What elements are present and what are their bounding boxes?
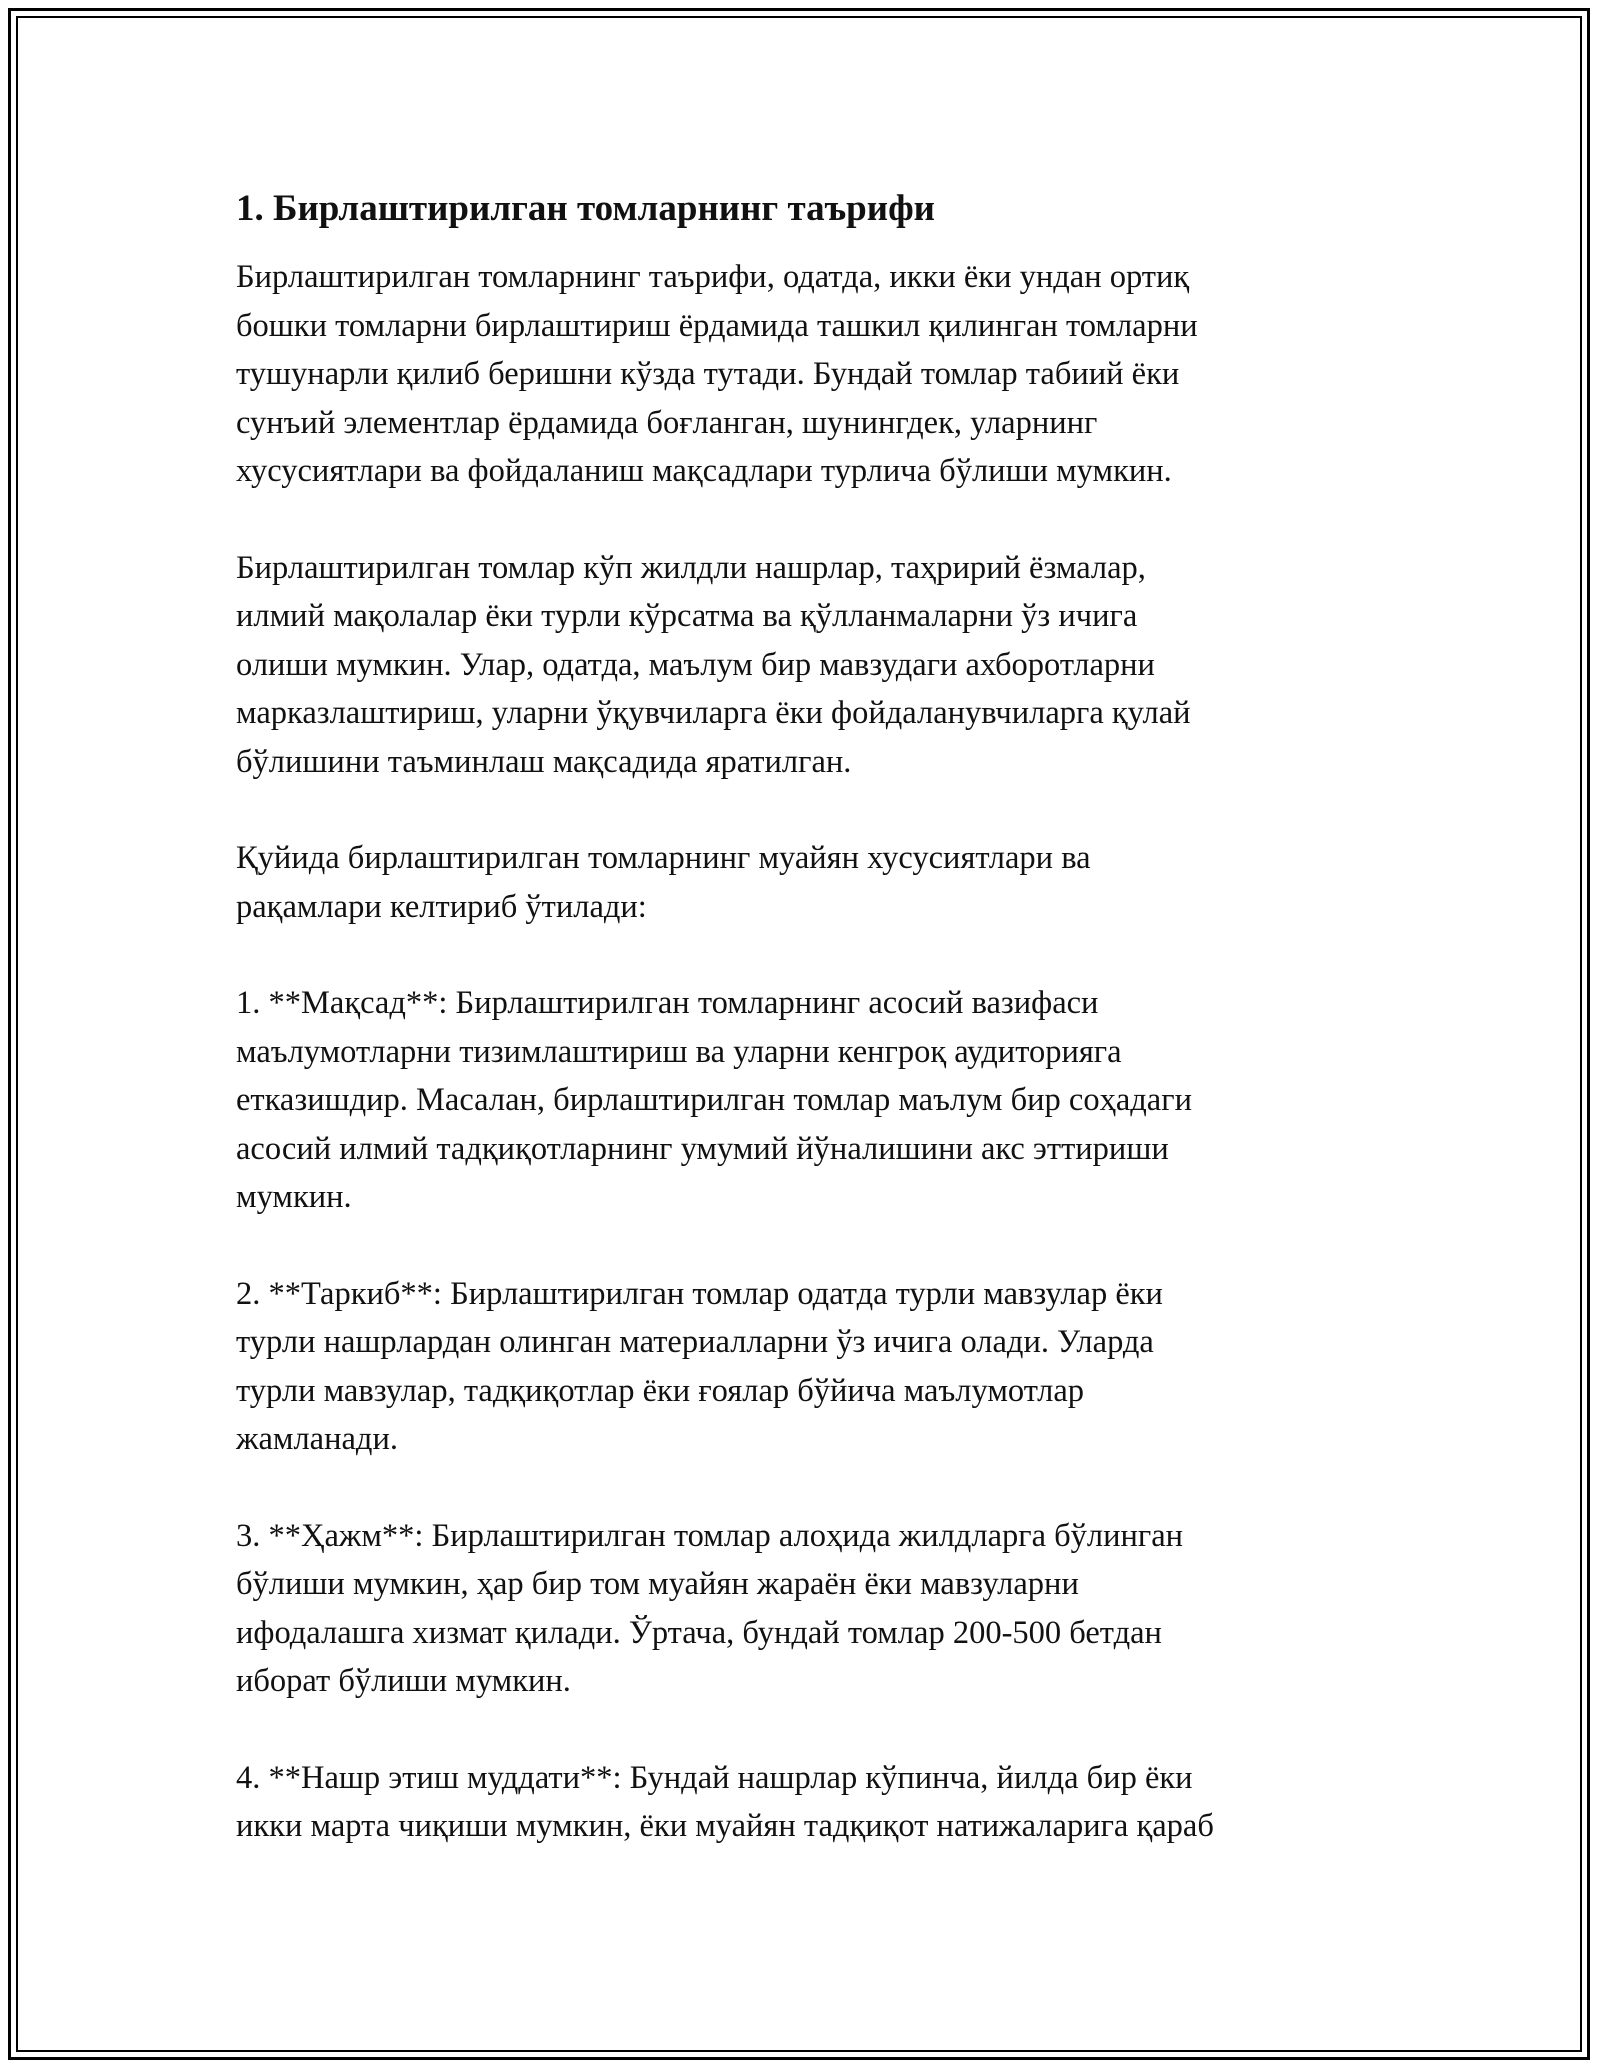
text-line: тушунарли қилиб беришни кўзда тутади. Бундай томлар табиий ёки xyxy=(236,356,1180,392)
list-item-publication-period xyxy=(236,1754,1366,1851)
text-line: мумкин. xyxy=(236,1179,352,1215)
text-line: сунъий элементлар ёрдамида боғланган, шунингдек, уларнинг xyxy=(236,404,1098,441)
paragraph-intro-list xyxy=(236,834,1366,931)
text-line: иборат бўлиши мумкин. xyxy=(236,1663,571,1699)
text-line: турли мавзулар, тадқиқотлар ёки ғоялар бўйича маълумотлар xyxy=(236,1372,1084,1409)
list-item-volume xyxy=(236,1512,1366,1706)
text-line: хусусиятлари ва фойдаланиш мақсадлари турлича бўлиши мумкин. xyxy=(236,453,1172,489)
text-line: илмий мақолалар ёки турли кўрсатма ва қўлланмаларни ўз ичига xyxy=(236,598,1138,634)
text-line: Бирлаштирилган томлар кўп жилдли нашрлар, таҳририй ёзмалар, xyxy=(236,549,1146,586)
text-line: 2. **Таркиб**: Бирлаштирилган томлар одатда турли мавзулар ёки xyxy=(236,1275,1163,1312)
text-line: Бирлаштирилган томларнинг таърифи, одатда, икки ёки ундан ортиқ xyxy=(236,259,1190,295)
text-line: жамланади. xyxy=(236,1421,398,1457)
text-line: маълумотларни тизимлаштириш ва уларни кенгроқ аудиторияга xyxy=(236,1033,1122,1070)
text-line: ифодалашга хизмат қилади. Ўртача, бундай томлар 200-500 бетдан xyxy=(236,1614,1162,1651)
paragraph-contents xyxy=(236,544,1366,787)
list-item-composition xyxy=(236,1270,1366,1464)
text-line: марказлаштириш, уларни ўқувчиларга ёки фойдаланувчиларга қулай xyxy=(236,695,1191,731)
paragraph-definition xyxy=(236,253,1366,496)
text-line: 3. **Ҳажм**: Бирлаштирилган томлар алоҳида жилдларга бўлинган xyxy=(236,1517,1184,1554)
text-line: олиши мумкин. Улар, одатда, маълум бир мавзудаги ахборотларни xyxy=(236,646,1155,683)
text-line: 1. **Мақсад**: Бирлаштирилган томларнинг асосий вазифаси xyxy=(236,985,1099,1021)
section-heading: 1. Бирлаштирилган томларнинг таърифи xyxy=(236,188,935,229)
document-body xyxy=(236,185,1366,1899)
text-line: етказишдир. Масалан, бирлаштирилган томлар маълум бир соҳадаги xyxy=(236,1082,1192,1118)
text-line: икки марта чиқиши мумкин, ёки муайян тадқиқот натижаларига қараб xyxy=(236,1808,1214,1844)
text-line: бўлиши мумкин, ҳар бир том муайян жараён ёки мавзуларни xyxy=(236,1566,1079,1602)
text-line: Қуйида бирлаштирилган томларнинг муайян хусусиятлари ва xyxy=(236,840,1091,876)
text-line: рақамлари келтириб ўтилади: xyxy=(236,888,647,925)
text-line: бошки томларни бирлаштириш ёрдамида ташкил қилинган томларни xyxy=(236,307,1198,344)
text-line: турли нашрлардан олинган материалларни ўз ичига олади. Уларда xyxy=(236,1324,1154,1360)
list-item-purpose xyxy=(236,979,1366,1222)
text-line: 4. **Нашр этиш муддати**: Бундай нашрлар кўпинча, йилда бир ёки xyxy=(236,1759,1193,1796)
text-line: асосий илмий тадқиқотларнинг умумий йўналишини акс эттириши xyxy=(236,1130,1169,1167)
text-line: бўлишини таъминлаш мақсадида яратилган. xyxy=(236,743,852,780)
